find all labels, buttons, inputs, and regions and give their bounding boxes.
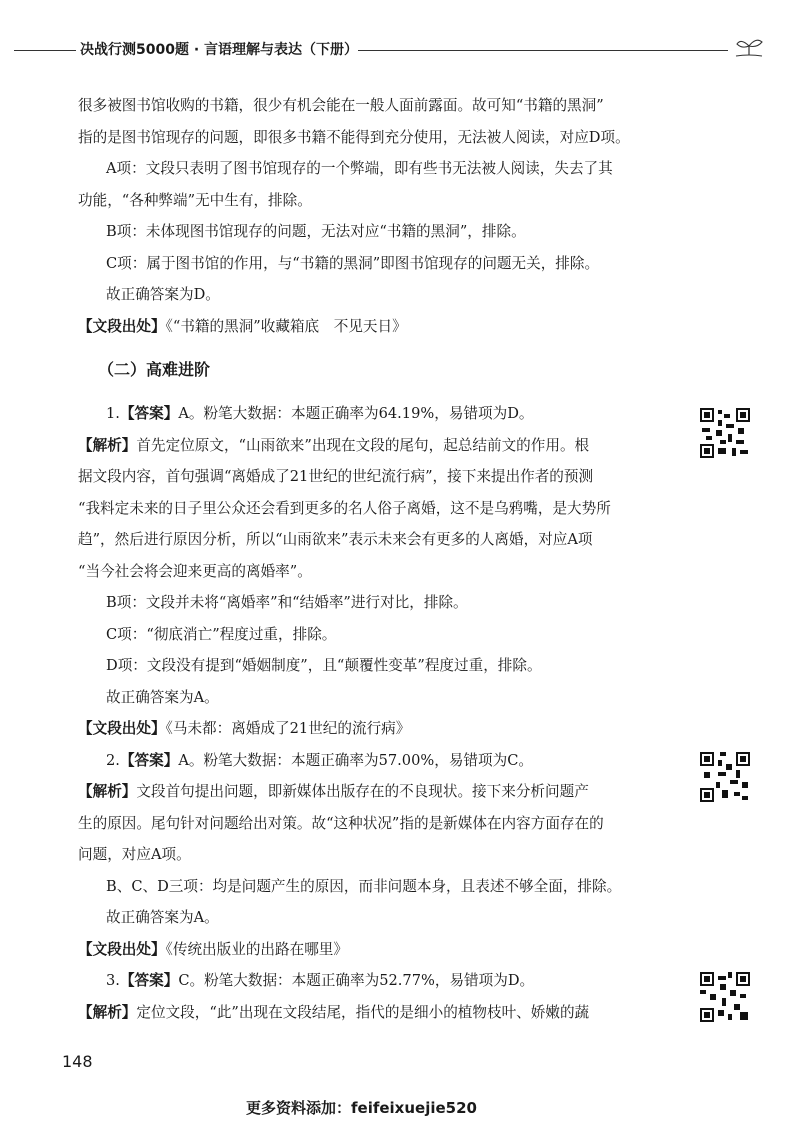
- source-label: 【文段出处】: [78, 317, 166, 335]
- header-rule-right: [358, 50, 728, 51]
- conclusion-line: 故正确答案为D。: [106, 286, 220, 303]
- analysis-text: 文段首句提出问题，即新媒体出版存在的不良现状。接下来分析问题产: [136, 783, 589, 800]
- answer-label: 【答案】: [119, 972, 179, 989]
- q2-answer-text: A。粉笔大数据：本题正确率为57.00%，易错项为C。: [178, 751, 533, 769]
- body-line: 指的是图书馆现存的问题，即很多书籍不能得到充分使用，无法被人阅读，对应D项。: [78, 128, 630, 146]
- options-bcd-line: B、C、D三项：均是问题产生的原因，而非问题本身，且表述不够全面，排除。: [106, 877, 622, 895]
- answer-label: 【答案】: [119, 405, 179, 422]
- q1-number: 1.: [106, 405, 120, 422]
- body-line: 趋”，然后进行原因分析，所以“山雨欲来”表示未来会有更多的人离婚，对应A项: [78, 531, 593, 548]
- source-text: 《传统出版业的出路在哪里》: [165, 940, 348, 958]
- source-label: 【文段出处】: [78, 720, 166, 737]
- q3-analysis-line: [78, 997, 678, 1029]
- conclusion-line: 故正确答案为A。: [106, 688, 219, 706]
- qr-code-icon[interactable]: [700, 752, 750, 802]
- q2-answer-line: [78, 745, 678, 777]
- qr-code-icon[interactable]: [700, 408, 750, 458]
- body-line: 据文段内容，首句强调“离婚成了21世纪的世纪流行病”，接下来提出作者的预测: [78, 468, 594, 485]
- q1-analysis-line: [78, 430, 678, 462]
- source-text: 《“书籍的黑洞”收藏箱底 不见天日》: [165, 317, 407, 335]
- source-line: [78, 311, 678, 343]
- source-line: [78, 713, 678, 745]
- option-b-line: B项：文段并未将“离婚率”和“结婚率”进行对比，排除。: [106, 594, 468, 611]
- body-line: “我料定未来的日子里公众还会看到更多的名人俗子离婚，这不是乌鸦嘴，是大势所: [78, 499, 611, 517]
- analysis-label: 【解析】: [78, 436, 137, 454]
- analysis-label: 【解析】: [78, 783, 137, 800]
- q1-answer-line: [78, 398, 678, 430]
- q1-answer-text: A。粉笔大数据：本题正确率为64.19%，易错项为D。: [178, 405, 534, 422]
- section-heading: （二）高难进阶: [98, 360, 211, 379]
- option-b-line: B项：未体现图书馆现存的问题，无法对应“书籍的黑洞”，排除。: [106, 223, 526, 240]
- q3-number: 3.: [106, 972, 120, 989]
- analysis-text: 首先定位原文，“山雨欲来”出现在文段的尾句，起总结前文的作用。根: [136, 436, 590, 454]
- conclusion-line: 故正确答案为A。: [106, 909, 219, 926]
- footer-note: 更多资料添加：feifeixuejie520: [246, 1099, 477, 1117]
- qr-code-icon[interactable]: [700, 972, 750, 1022]
- q3-answer-text: C。粉笔大数据：本题正确率为52.77%，易错项为D。: [178, 972, 535, 989]
- body-line: “当今社会将会迎来更高的离婚率”。: [78, 562, 312, 580]
- source-label: 【文段出处】: [78, 940, 166, 958]
- answer-label: 【答案】: [119, 751, 179, 769]
- body-line: 问题，对应A项。: [78, 846, 191, 863]
- q3-answer-line: [78, 965, 678, 997]
- running-header: [0, 36, 800, 66]
- q2-analysis-line: [78, 776, 678, 808]
- option-c-line: C项：属于图书馆的作用，与“书籍的黑洞”即图书馆现存的问题无关，排除。: [106, 254, 600, 272]
- q2-number: 2.: [106, 751, 120, 769]
- body-line: 生的原因。尾句针对问题给出对策。故“这种状况”指的是新媒体在内容方面存在的: [78, 814, 604, 832]
- body-line: 功能，“各种弊端”无中生有，排除。: [78, 191, 312, 209]
- source-text: 《马未都：离婚成了21世纪的流行病》: [165, 720, 411, 737]
- source-line: [78, 934, 678, 966]
- page-number: 148: [62, 1052, 93, 1071]
- option-a-line: A项：文段只表明了图书馆现存的一个弊端，即有些书无法被人阅读，失去了其: [106, 160, 613, 177]
- body-line: 很多被图书馆收购的书籍，很少有机会能在一般人面前露面。故可知“书籍的黑洞”: [78, 97, 604, 114]
- sprout-icon: [732, 36, 766, 60]
- header-rule-left: [14, 50, 76, 51]
- analysis-label: 【解析】: [78, 1003, 137, 1021]
- page-body: [78, 90, 678, 1028]
- option-c-line: C项：“彻底消亡”程度过重，排除。: [106, 625, 337, 643]
- analysis-text: 定位文段，“此”出现在文段结尾，指代的是细小的植物枝叶、娇嫩的蔬: [136, 1003, 590, 1021]
- option-d-line: D项：文段没有提到“婚姻制度”，且“颠覆性变革”程度过重，排除。: [106, 657, 542, 674]
- header-title: 决战行测5000题 · 言语理解与表达（下册）: [80, 42, 359, 58]
